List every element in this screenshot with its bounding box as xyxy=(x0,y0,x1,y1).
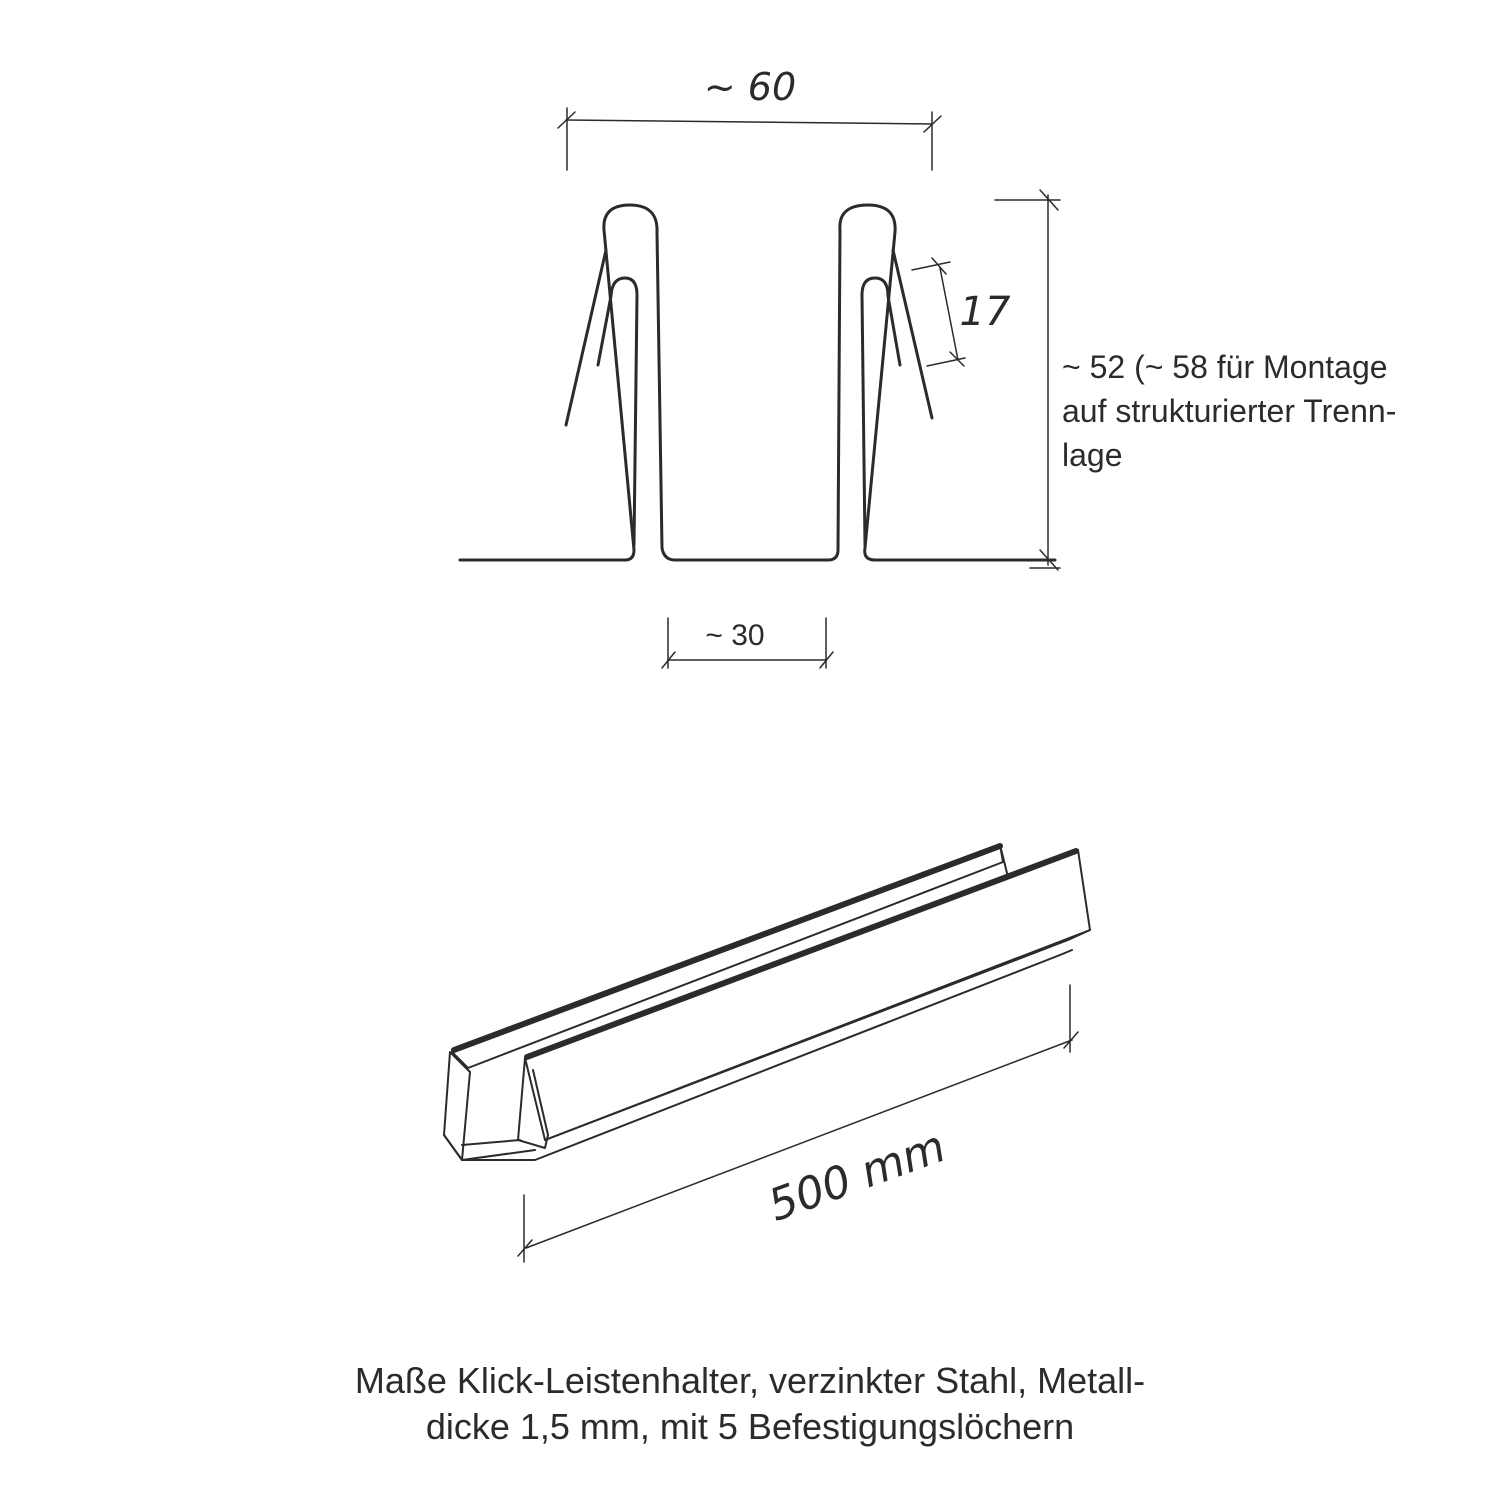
dim-height-label-line2: auf strukturierter Trenn- xyxy=(1062,393,1397,429)
dim-height-label-line1: ~ 52 (~ 58 für Montage xyxy=(1062,349,1388,385)
profile-outline xyxy=(460,205,1055,560)
cross-section-dimensions xyxy=(558,108,1060,668)
perspective-drawing xyxy=(444,845,1090,1160)
left-clip-flap xyxy=(566,250,606,425)
caption-line2: dicke 1,5 mm, mit 5 Befestigungslöchern xyxy=(425,1406,1075,1447)
dim-gap-label: ~ 30 xyxy=(705,619,765,652)
caption-line1: Maße Klick-Leistenhalter, verzinkter Stahl, Metall- xyxy=(354,1360,1146,1401)
dim-height-label-line3: lage xyxy=(1062,437,1123,473)
dim-width-label: ~ 60 xyxy=(703,65,797,109)
dim-clip-label: 17 xyxy=(959,289,1011,335)
dim-length-label: 500 mm xyxy=(762,1120,953,1232)
figure-caption xyxy=(0,1358,1500,1450)
right-clip-flap xyxy=(893,250,932,418)
cross-section-drawing xyxy=(460,205,1055,560)
